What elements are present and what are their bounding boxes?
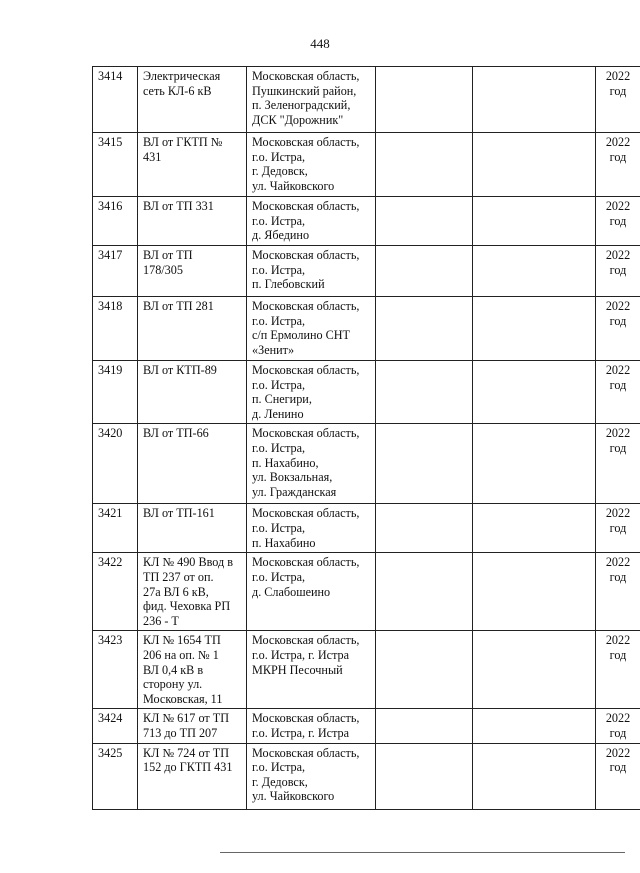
cell-empty [376, 743, 473, 809]
table-row [93, 631, 640, 709]
cell-object-name: КЛ № 1654 ТП 206 на оп. № 1 ВЛ 0,4 кВ в сторону ул. Московская, 11 [138, 631, 247, 709]
cell-empty [376, 133, 473, 197]
cell-number: 3420 [93, 424, 138, 504]
cell-address: Московская область, г.о. Истра, д. Ябедино [247, 197, 376, 246]
table-row [93, 197, 640, 246]
cell-object-name: ВЛ от ТП 281 [138, 297, 247, 361]
cell-year: 2022 год [596, 504, 640, 553]
cell-empty [473, 424, 596, 504]
cell-empty [376, 67, 473, 133]
table-row [93, 743, 640, 809]
cell-empty [376, 504, 473, 553]
page-number: 448 [310, 36, 330, 51]
cell-address: Московская область, г.о. Истра, п. Нахабино, ул. Вокзальная, ул. Гражданская [247, 424, 376, 504]
cell-number: 3416 [93, 197, 138, 246]
cell-object-name: ВЛ от ТП 178/305 [138, 246, 247, 297]
cell-empty [473, 553, 596, 631]
cell-year: 2022 год [596, 133, 640, 197]
cell-empty [376, 631, 473, 709]
cell-address: Московская область, г.о. Истра, п. Нахабино [247, 504, 376, 553]
cell-number: 3415 [93, 133, 138, 197]
cell-object-name: ВЛ от ТП-66 [138, 424, 247, 504]
cell-address: Московская область, Пушкинский район, п. Зеленоградский, ДСК "Дорожник" [247, 67, 376, 133]
cell-address: Московская область, г.о. Истра, г. Дедовск, ул. Чайковского [247, 743, 376, 809]
cell-number: 3421 [93, 504, 138, 553]
cell-address: Московская область, г.о. Истра, п. Снегири, д. Ленино [247, 361, 376, 424]
cell-empty [473, 246, 596, 297]
cell-empty [376, 553, 473, 631]
cell-year: 2022 год [596, 743, 640, 809]
cell-year: 2022 год [596, 297, 640, 361]
cell-address: Московская область, г.о. Истра, п. Глебовский [247, 246, 376, 297]
bottom-divider [220, 852, 625, 853]
cell-address: Московская область, г.о. Истра, с/п Ермолино СНТ «Зенит» [247, 297, 376, 361]
cell-object-name: Электрическая сеть КЛ-6 кВ [138, 67, 247, 133]
cell-year: 2022 год [596, 424, 640, 504]
cell-number: 3419 [93, 361, 138, 424]
cell-empty [473, 67, 596, 133]
table-row [93, 361, 640, 424]
cell-empty [473, 361, 596, 424]
table-row [93, 553, 640, 631]
cell-year: 2022 год [596, 553, 640, 631]
cell-address: Московская область, г.о. Истра, г. Дедовск, ул. Чайковского [247, 133, 376, 197]
cell-empty [376, 246, 473, 297]
cell-address: Московская область, г.о. Истра, г. Истра МКРН Песочный [247, 631, 376, 709]
cell-object-name: КЛ № 724 от ТП 152 до ГКТП 431 [138, 743, 247, 809]
registry-table-body [93, 67, 640, 810]
cell-object-name: КЛ № 490 Ввод в ТП 237 от оп. 27а ВЛ 6 кВ, фид. Чеховка РП 236 - Т [138, 553, 247, 631]
table-row [93, 504, 640, 553]
cell-number: 3414 [93, 67, 138, 133]
cell-object-name: ВЛ от КТП-89 [138, 361, 247, 424]
cell-empty [473, 743, 596, 809]
cell-year: 2022 год [596, 197, 640, 246]
cell-object-name: ВЛ от ТП 331 [138, 197, 247, 246]
cell-empty [376, 197, 473, 246]
cell-year: 2022 год [596, 709, 640, 743]
cell-address: Московская область, г.о. Истра, г. Истра [247, 709, 376, 743]
cell-empty [473, 631, 596, 709]
cell-object-name: ВЛ от ТП-161 [138, 504, 247, 553]
cell-empty [376, 361, 473, 424]
cell-number: 3422 [93, 553, 138, 631]
cell-number: 3423 [93, 631, 138, 709]
cell-empty [473, 133, 596, 197]
cell-number: 3417 [93, 246, 138, 297]
registry-table [92, 66, 640, 810]
cell-year: 2022 год [596, 67, 640, 133]
cell-year: 2022 год [596, 246, 640, 297]
cell-empty [473, 197, 596, 246]
table-row [93, 297, 640, 361]
cell-object-name: ВЛ от ГКТП № 431 [138, 133, 247, 197]
cell-empty [376, 297, 473, 361]
cell-empty [473, 297, 596, 361]
table-row [93, 709, 640, 743]
table-row [93, 133, 640, 197]
table-row [93, 67, 640, 133]
cell-empty [376, 424, 473, 504]
cell-empty [473, 504, 596, 553]
cell-year: 2022 год [596, 631, 640, 709]
cell-object-name: КЛ № 617 от ТП 713 до ТП 207 [138, 709, 247, 743]
cell-year: 2022 год [596, 361, 640, 424]
cell-address: Московская область, г.о. Истра, д. Слабошеино [247, 553, 376, 631]
cell-number: 3424 [93, 709, 138, 743]
table-row [93, 424, 640, 504]
cell-empty [376, 709, 473, 743]
cell-number: 3418 [93, 297, 138, 361]
table-row [93, 246, 640, 297]
cell-number: 3425 [93, 743, 138, 809]
cell-empty [473, 709, 596, 743]
